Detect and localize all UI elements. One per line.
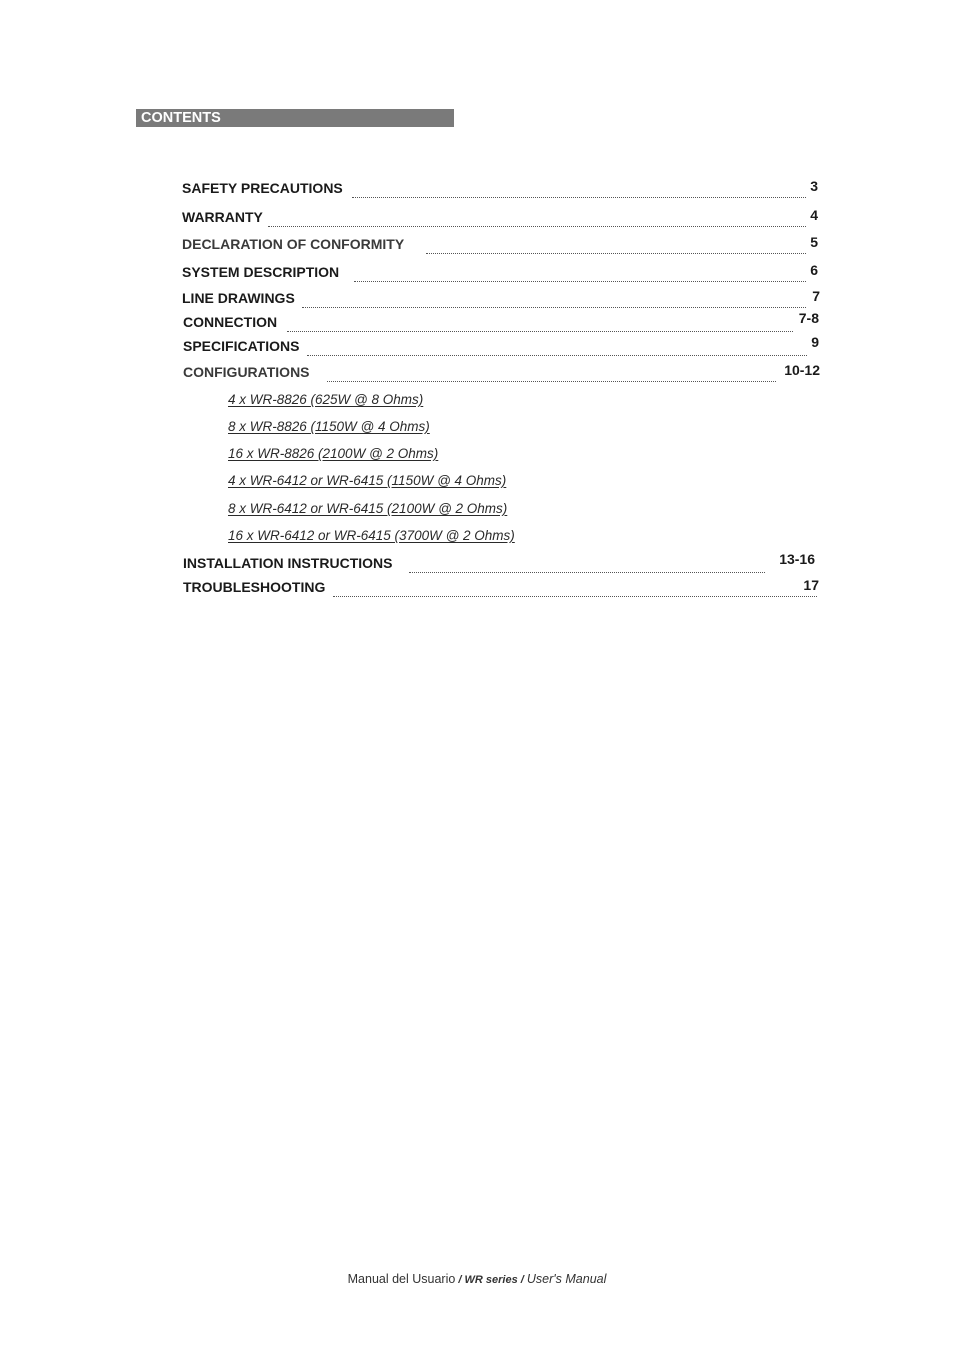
config-link-8x-wr6412-wr6415[interactable]: 8 x WR-6412 or WR-6415 (2100W @ 2 Ohms) bbox=[228, 501, 508, 516]
toc-leader-dots bbox=[268, 224, 806, 227]
toc-entry-safety-precautions[interactable] bbox=[182, 178, 820, 198]
toc-entry-troubleshooting[interactable] bbox=[183, 577, 821, 597]
config-link-4x-wr8826[interactable]: 4 x WR-8826 (625W @ 8 Ohms) bbox=[228, 392, 424, 407]
toc-entry-label: SPECIFICATIONS bbox=[183, 338, 300, 354]
contents-heading: CONTENTS bbox=[136, 109, 454, 127]
config-link-8x-wr8826[interactable]: 8 x WR-8826 (1150W @ 4 Ohms) bbox=[228, 419, 430, 434]
page-footer bbox=[0, 1272, 954, 1286]
toc-leader-dots bbox=[426, 251, 806, 254]
toc-entry-page: 13-16 bbox=[779, 551, 815, 567]
toc-entry-page: 9 bbox=[811, 334, 819, 350]
toc-entry-page: 7 bbox=[812, 288, 820, 304]
toc-entry-label: CONNECTION bbox=[183, 314, 278, 330]
toc-leader-dots bbox=[354, 279, 806, 282]
toc-entry-page: 10-12 bbox=[784, 362, 820, 378]
toc-entry-page: 17 bbox=[803, 577, 819, 593]
footer-english-title: User's Manual bbox=[526, 1272, 607, 1286]
toc-leader-dots bbox=[302, 305, 806, 308]
toc-leader-dots bbox=[287, 329, 793, 332]
toc-entry-line-drawings[interactable] bbox=[182, 288, 820, 308]
toc-entry-page: 6 bbox=[810, 262, 818, 278]
toc-leader-dots bbox=[327, 379, 776, 382]
toc-entry-page: 7-8 bbox=[798, 310, 819, 326]
toc-entry-page: 4 bbox=[810, 207, 818, 223]
toc-entry-label: TROUBLESHOOTING bbox=[183, 579, 326, 595]
toc-leader-dots bbox=[409, 570, 765, 573]
toc-entry-installation-instructions[interactable] bbox=[183, 553, 817, 573]
toc-entry-warranty[interactable] bbox=[182, 207, 820, 227]
toc-leader-dots bbox=[352, 195, 806, 198]
toc-leader-dots bbox=[333, 594, 817, 597]
toc-entry-page: 3 bbox=[810, 178, 818, 194]
toc-entry-label: INSTALLATION INSTRUCTIONS bbox=[183, 555, 393, 571]
toc-entry-label: CONFIGURATIONS bbox=[183, 364, 310, 380]
toc-entry-page: 5 bbox=[810, 234, 818, 250]
toc-entry-label: SYSTEM DESCRIPTION bbox=[182, 264, 340, 280]
toc-entry-label: SAFETY PRECAUTIONS bbox=[182, 180, 343, 196]
toc-entry-declaration-of-conformity[interactable] bbox=[182, 234, 820, 254]
footer-separator: / bbox=[455, 1274, 465, 1286]
toc-entry-connection[interactable] bbox=[183, 312, 821, 332]
config-link-16x-wr6412-wr6415[interactable]: 16 x WR-6412 or WR-6415 (3700W @ 2 Ohms) bbox=[228, 528, 515, 543]
toc-entry-configurations[interactable] bbox=[183, 362, 820, 382]
toc-entry-label: DECLARATION OF CONFORMITY bbox=[182, 236, 405, 252]
toc-entry-system-description[interactable] bbox=[182, 262, 820, 282]
config-link-16x-wr8826[interactable]: 16 x WR-8826 (2100W @ 2 Ohms) bbox=[228, 446, 439, 461]
footer-spanish-title: Manual del Usuario bbox=[347, 1272, 456, 1286]
toc-entry-label: WARRANTY bbox=[182, 209, 263, 225]
config-link-4x-wr6412-wr6415[interactable]: 4 x WR-6412 or WR-6415 (1150W @ 4 Ohms) bbox=[228, 473, 507, 488]
footer-separator: / bbox=[517, 1274, 527, 1286]
toc-entry-specifications[interactable] bbox=[183, 336, 821, 356]
toc-leader-dots bbox=[307, 353, 807, 356]
footer-series-name: WR series bbox=[464, 1274, 518, 1286]
toc-entry-label: LINE DRAWINGS bbox=[182, 290, 295, 306]
